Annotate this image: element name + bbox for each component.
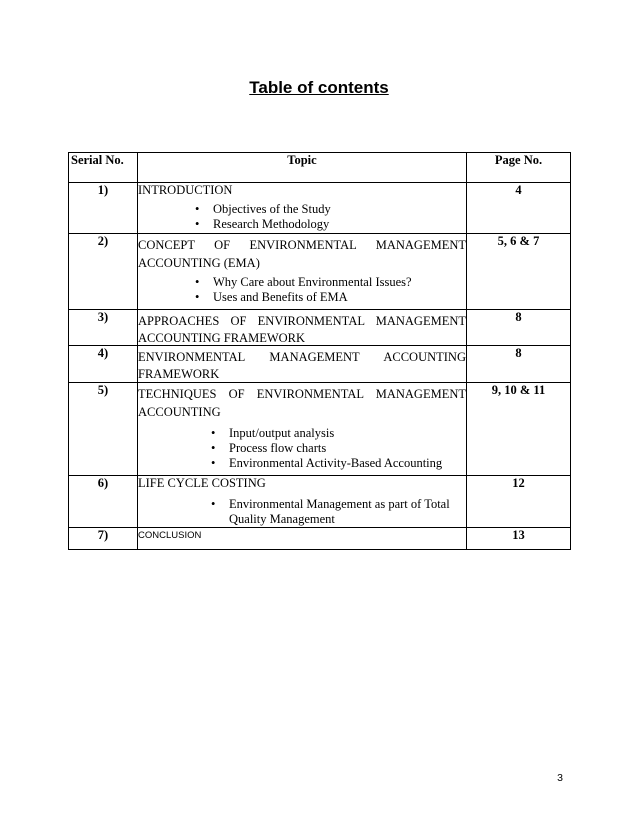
topic-line: CONCLUSION: [138, 530, 202, 541]
row-serial: 1): [69, 183, 138, 234]
table-row: [69, 346, 571, 383]
bullet-icon: •: [195, 217, 200, 231]
bullet-icon: •: [211, 497, 216, 511]
row-serial: 7): [69, 528, 138, 550]
row-page: 13: [467, 528, 571, 550]
row-page: 5, 6 & 7: [467, 234, 571, 310]
row-serial: 6): [69, 476, 138, 528]
row-serial: 5): [69, 383, 138, 476]
topic-line: ENVIRONMENTAL MANAGEMENT ACCOUNTING: [138, 350, 466, 364]
row-page: 12: [467, 476, 571, 528]
row-page: 8: [467, 346, 571, 383]
bullet-icon: •: [195, 290, 200, 304]
row-topic: [138, 528, 467, 550]
row-serial: 4): [69, 346, 138, 383]
table-row: [69, 383, 571, 476]
topic-line: CONCEPT OF ENVIRONMENTAL MANAGEMENT: [138, 238, 466, 252]
bullet-icon: •: [211, 441, 216, 455]
row-page: 8: [467, 310, 571, 346]
row-topic: [138, 183, 467, 234]
table-row: [69, 476, 571, 528]
topic-line: ACCOUNTING (EMA): [138, 256, 260, 270]
topic-line: FRAMEWORK: [138, 367, 220, 381]
subtopic-item: • Research Methodology: [195, 217, 330, 231]
row-serial: 2): [69, 234, 138, 310]
topic-line: LIFE CYCLE COSTING: [138, 476, 266, 490]
topic-line: INTRODUCTION: [138, 183, 233, 197]
table-row: [69, 183, 571, 234]
subtopic-item: • Input/output analysis: [211, 426, 335, 440]
header-serial: Serial No.: [69, 153, 138, 183]
table-row: [69, 528, 571, 550]
row-page: 4: [467, 183, 571, 234]
subtopic-item: • Why Care about Environmental Issues?: [195, 275, 412, 289]
row-topic: [138, 310, 467, 346]
subtopic-item: • Environmental Management as part of Total: [211, 497, 450, 511]
page-title: Table of contents: [249, 78, 389, 97]
subtopic-item: • Process flow charts: [211, 441, 327, 455]
header-page: Page No.: [467, 153, 571, 183]
topic-line: APPROACHES OF ENVIRONMENTAL MANAGEMENT: [138, 314, 466, 328]
toc-table: [68, 152, 571, 550]
header-topic: Topic: [138, 153, 467, 183]
table-header-row: [69, 153, 571, 183]
bullet-icon: •: [195, 275, 200, 289]
subtopic-item: • Objectives of the Study: [195, 202, 331, 216]
bullet-icon: •: [211, 456, 216, 470]
subtopic-list: [138, 202, 466, 232]
topic-line: ACCOUNTING FRAMEWORK: [138, 331, 306, 345]
subtopic-list: [138, 497, 466, 527]
table-row: [69, 310, 571, 346]
row-topic: [138, 383, 467, 476]
subtopic-item: • Uses and Benefits of EMA: [195, 290, 348, 304]
topic-line: TECHNIQUES OF ENVIRONMENTAL MANAGEMENT: [138, 387, 466, 401]
bullet-icon: •: [195, 202, 200, 216]
row-serial: 3): [69, 310, 138, 346]
topic-line: ACCOUNTING: [138, 405, 221, 419]
row-topic: [138, 346, 467, 383]
subtopic-item: • Environmental Activity-Based Accounting: [211, 456, 443, 470]
row-topic: [138, 476, 467, 528]
row-topic: [138, 234, 467, 310]
row-page: 9, 10 & 11: [467, 383, 571, 476]
table-row: [69, 234, 571, 310]
subtopic-list: [138, 275, 466, 305]
page-number: 3: [557, 772, 563, 784]
subtopic-item: Quality Management: [229, 512, 335, 526]
subtopic-list: [138, 426, 466, 471]
bullet-icon: •: [211, 426, 216, 440]
